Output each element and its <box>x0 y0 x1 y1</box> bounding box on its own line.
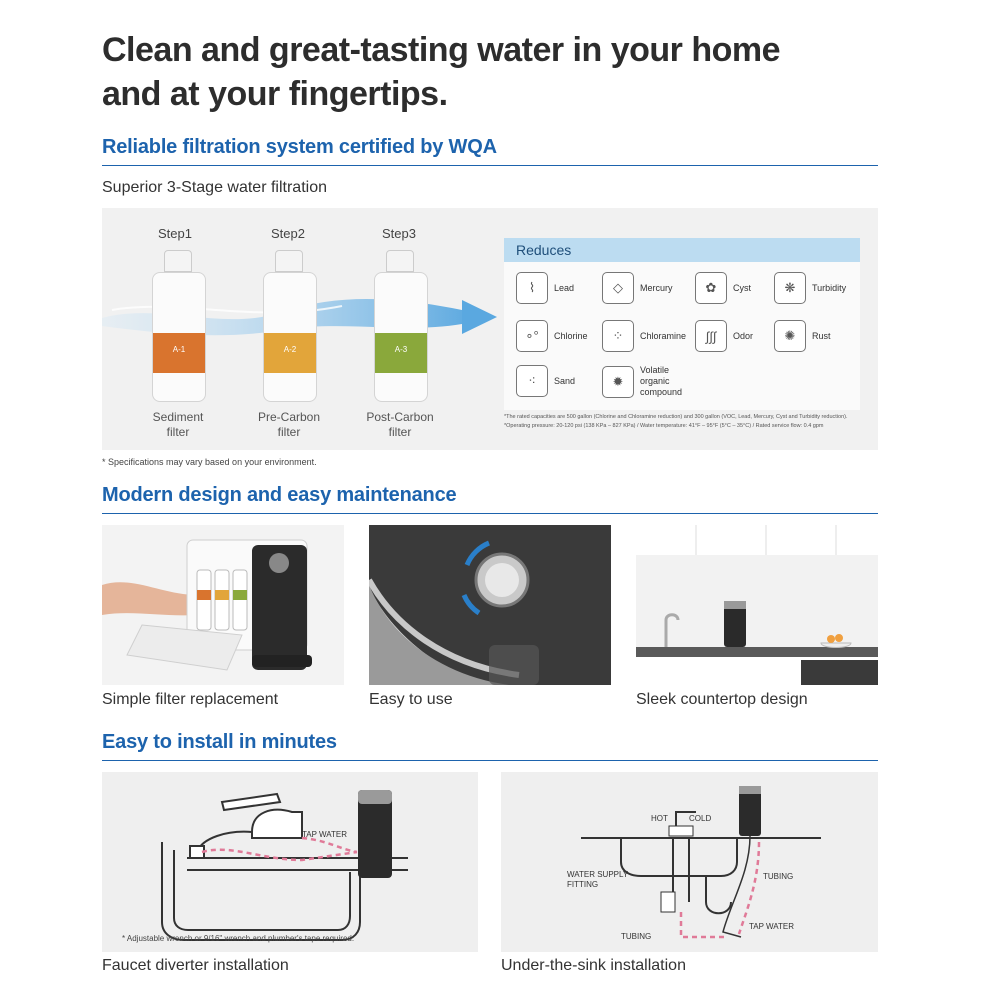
sand-icon: ⁖ <box>516 365 548 397</box>
caption-easy-to-use: Easy to use <box>369 691 453 708</box>
rated-capacity-fineprint: *The rated capacities are 500 gallon (Chlorine and Chloramine reduction) and 300 gallon (VOC, Lead, Mercury, Cyst and Turbidity reduction). <box>504 414 848 420</box>
cartridge-code-2: A-2 <box>283 345 297 354</box>
hot-label: HOT <box>651 814 668 823</box>
cyst-icon: ✿ <box>695 272 727 304</box>
install-section-rule <box>102 760 878 761</box>
operating-pressure-fineprint: *Operating pressure: 20-120 psi (138 KPa – 827 KPa) / Water temperature: 41°F – 95°F (5°C – 35°C) / Rated service flow: 0.4 gpm <box>504 423 824 429</box>
filtration-subtitle: Superior 3-Stage water filtration <box>102 179 327 196</box>
filter-replacement-photo <box>102 525 344 685</box>
faucet-diverter-illustration <box>102 772 478 952</box>
design-section-rule <box>102 513 878 514</box>
chloramine-icon: ⁘ <box>602 320 634 352</box>
caption-faucet-diverter: Faucet diverter installation <box>102 957 289 974</box>
under-sink-illustration <box>501 772 878 952</box>
lead-pipe-icon: ⌇ <box>516 272 548 304</box>
sediment-filter-cartridge <box>152 250 204 400</box>
filter-name-3: Post-Carbon filter <box>366 410 434 439</box>
contaminant-mercury: ◇ Mercury <box>602 272 673 304</box>
contaminant-odor: ∫∫∫ Odor <box>695 320 753 352</box>
filter-replacement-illustration <box>102 525 344 685</box>
faucet-diverter-diagram <box>102 772 478 952</box>
faucet-tap-water-label: TAP WATER <box>302 830 348 839</box>
kitchen-countertop-photo <box>636 525 878 685</box>
rust-icon: ✺ <box>774 320 806 352</box>
contaminant-cyst: ✿ Cyst <box>695 272 751 304</box>
tubing-bottom-label: TUBING <box>621 932 652 941</box>
reduces-header: Reduces <box>504 238 860 262</box>
odor-icon: ∫∫∫ <box>695 320 727 352</box>
cold-label: COLD <box>689 814 712 823</box>
contaminant-turbidity: ❋ Turbidity <box>774 272 846 304</box>
tap-water-label: TAP WATER <box>749 922 795 931</box>
contaminant-lead: ⌇ Lead <box>516 272 574 304</box>
filter-name-2: Pre-Carbon filter <box>257 410 321 439</box>
headline-line-1: Clean and great-tasting water in your home <box>102 31 781 69</box>
headline-line-2: and at your fingertips. <box>102 75 448 113</box>
tubing-right-label: TUBING <box>763 872 794 881</box>
caption-under-sink: Under-the-sink installation <box>501 957 686 974</box>
turbidity-icon: ❋ <box>774 272 806 304</box>
post-carbon-filter-cartridge <box>374 250 426 400</box>
caption-filter-replacement: Simple filter replacement <box>102 691 279 708</box>
filtration-section-rule <box>102 165 878 166</box>
contaminant-rust: ✺ Rust <box>774 320 831 352</box>
voc-icon: ✹ <box>602 366 634 398</box>
contaminant-voc: ✹ Volatile organic compound <box>602 365 692 398</box>
cartridge-code-3: A-3 <box>394 345 408 354</box>
cartridge-code-1: A-1 <box>172 345 186 354</box>
contaminant-sand: ⁖ Sand <box>516 365 575 397</box>
specifications-note: * Specifications may vary based on your environment. <box>102 457 317 467</box>
pre-carbon-filter-cartridge <box>263 250 315 400</box>
flow-arrow-icon <box>462 300 497 334</box>
water-supply-fitting-label: WATER SUPPLY FITTING <box>567 870 629 889</box>
filter-name-1: Sediment filter <box>152 410 204 439</box>
install-section-title: Easy to install in minutes <box>102 731 337 753</box>
design-section-title: Modern design and easy maintenance <box>102 484 457 506</box>
mercury-icon: ◇ <box>602 272 634 304</box>
kitchen-countertop-illustration <box>636 525 878 685</box>
chlorine-icon: ∘° <box>516 320 548 352</box>
step-label-2: Step2 <box>271 226 305 241</box>
caption-sleek-countertop: Sleek countertop design <box>636 691 808 708</box>
step-label-1: Step1 <box>158 226 192 241</box>
faucet-tools-note: * Adjustable wrench or 9/16" wrench and plumber's tape required. <box>122 934 355 943</box>
contaminant-chloramine: ⁘ Chloramine <box>602 320 686 352</box>
contaminant-chlorine: ∘° Chlorine <box>516 320 588 352</box>
filtration-section-title: Reliable filtration system certified by WQA <box>102 136 497 158</box>
under-sink-diagram <box>501 772 878 952</box>
dial-knob-illustration <box>369 525 611 685</box>
dial-knob-photo <box>369 525 611 685</box>
page-headline <box>102 28 902 116</box>
step-label-3: Step3 <box>382 226 416 241</box>
